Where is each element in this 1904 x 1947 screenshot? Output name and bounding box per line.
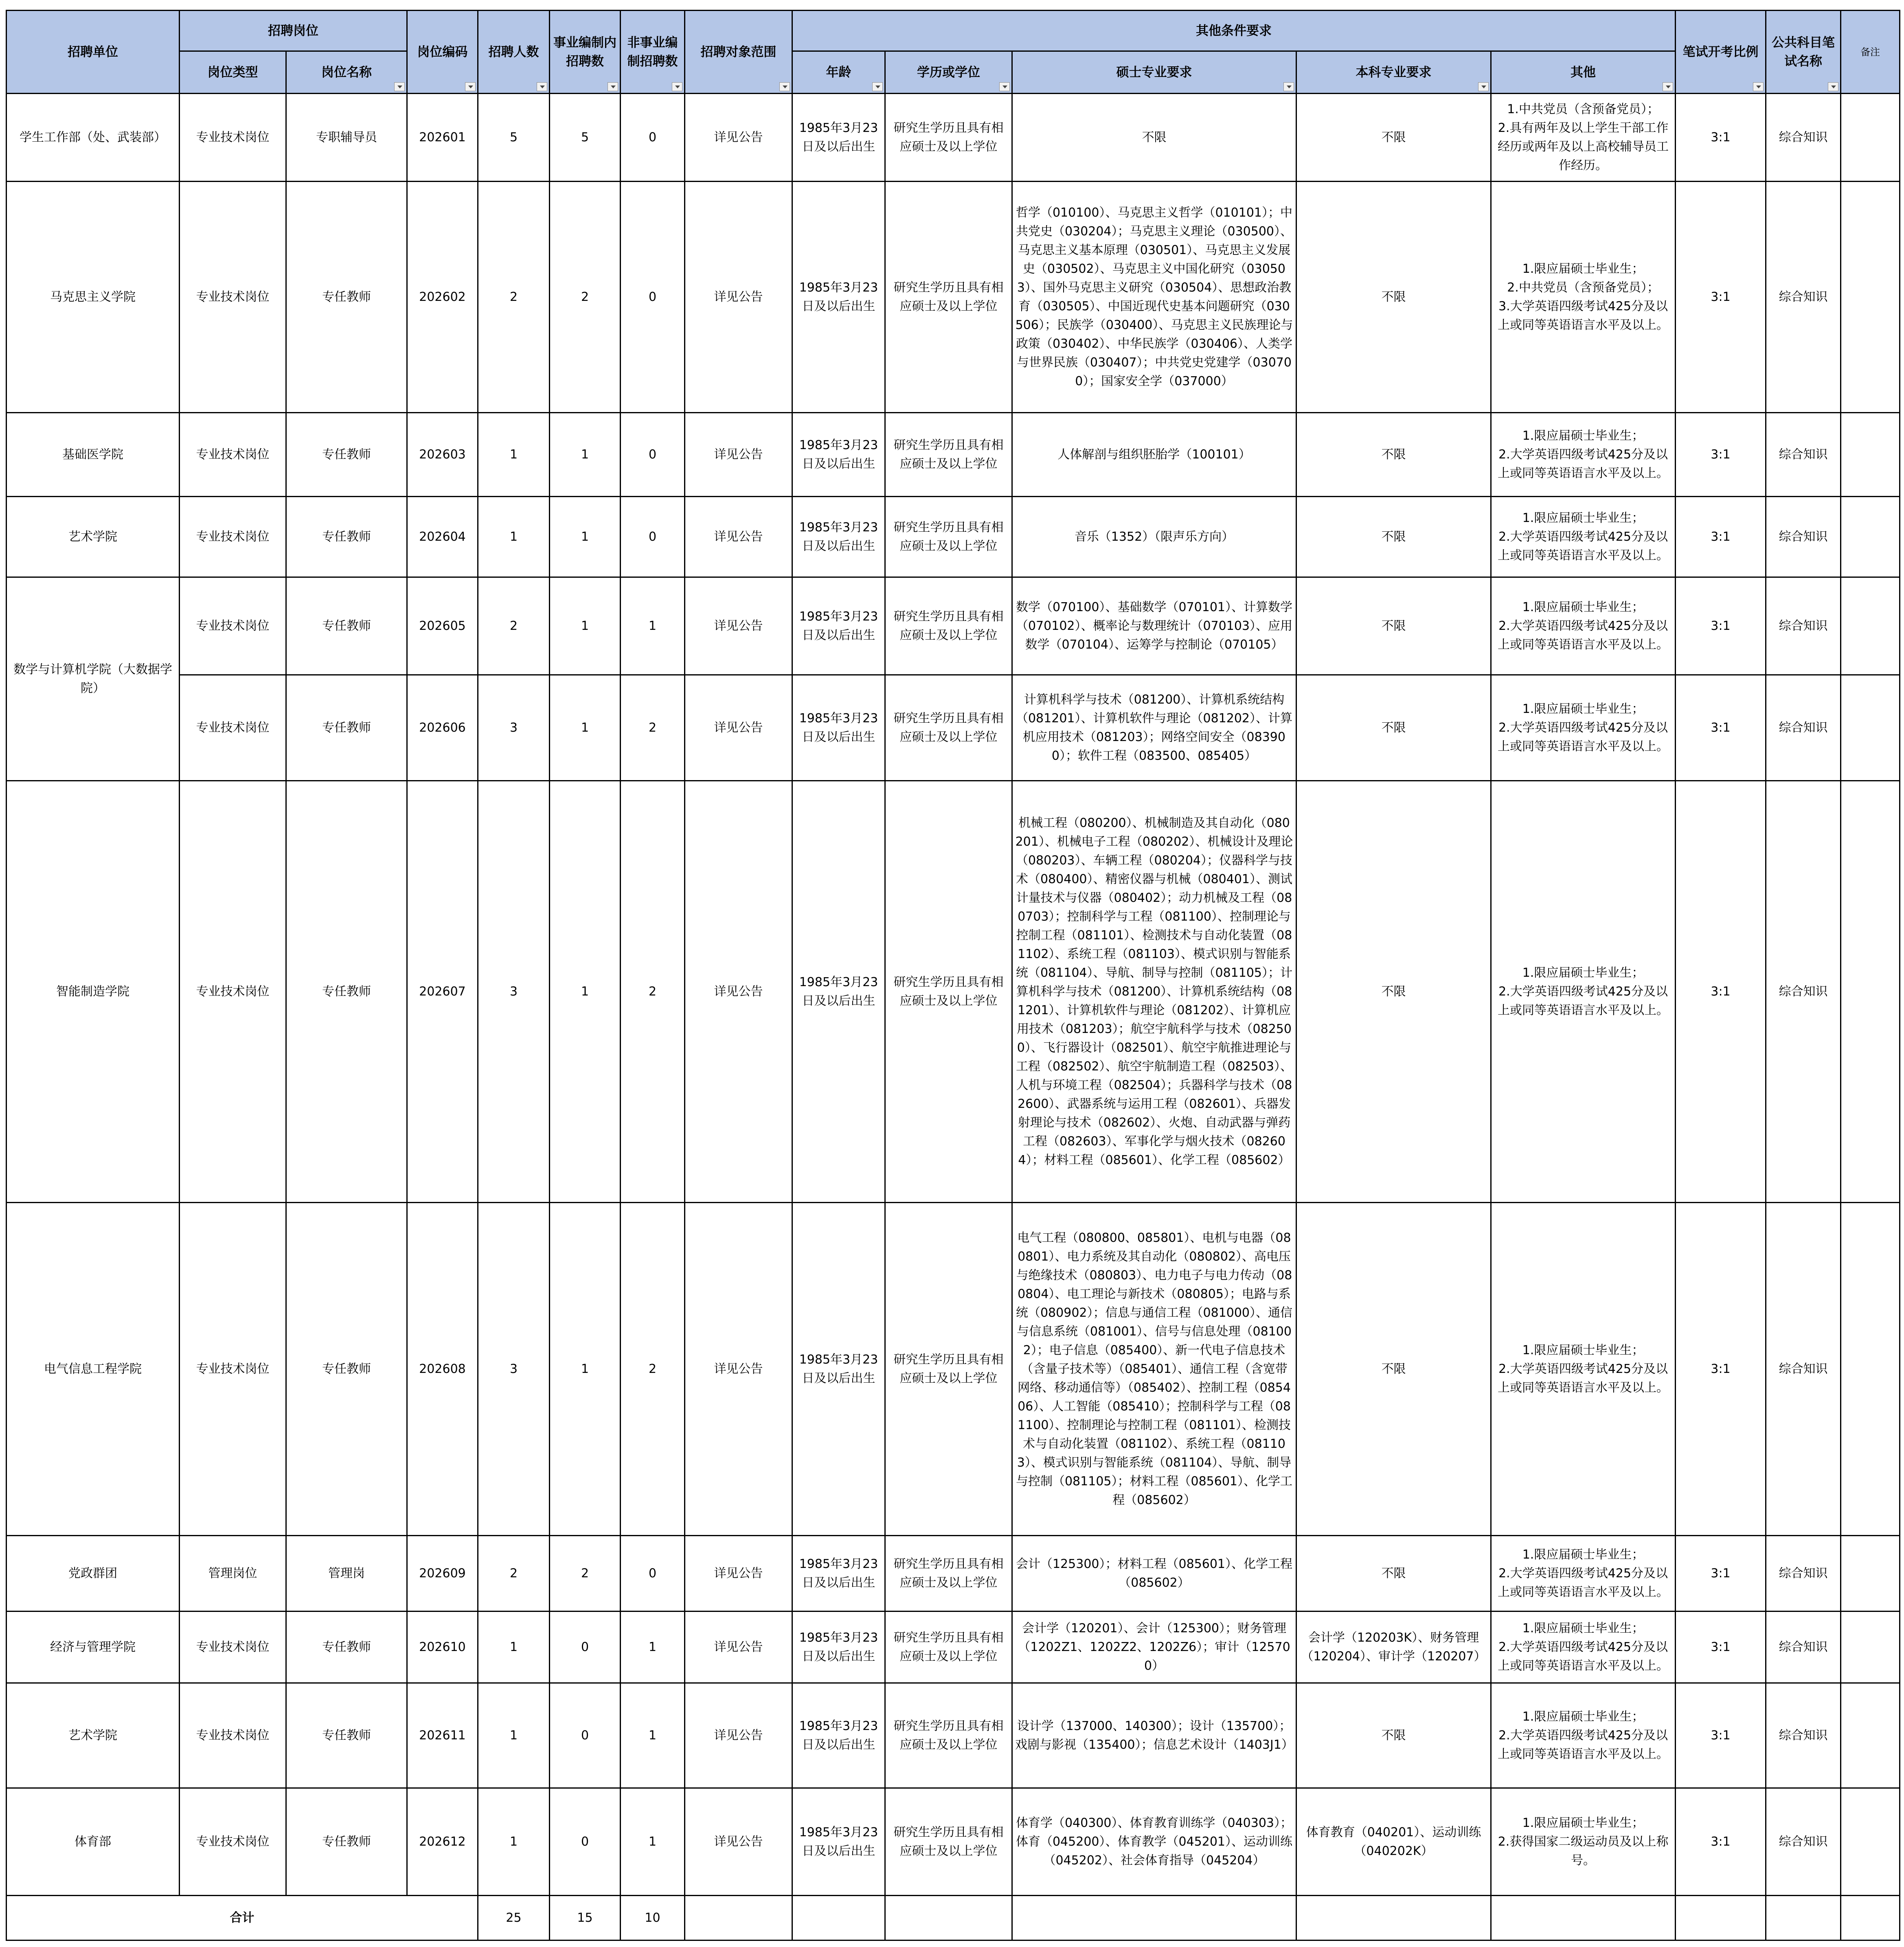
master-major-cell: 哲学（010100）、马克思主义哲学（010101）；中共党史（030204）；马克思主义理论（030500）、马克思主义基本原理（030501）、马克思主义发展史（030502）、马克思主义中国化研究（030503）、国外马克思主义研究（030504）、思想政治教育（030505）、中国近现代史基本问题研究（030506）；民族学（030400）、马克思主义民族理论与政策（030402）、中华民族学（030406）、人类学与世界民族（030407）；中共党史党建学（030700）；国家安全学（037000） xyxy=(1012,182,1296,413)
empty-cell xyxy=(1491,1896,1676,1940)
scope-cell: 详见公告 xyxy=(685,675,792,781)
position-name-cell: 专任教师 xyxy=(286,577,407,675)
header-bachelor-label: 本科专业要求 xyxy=(1356,65,1432,80)
total-row xyxy=(7,1896,1900,1940)
count-cell: 3 xyxy=(478,675,550,781)
scope-cell: 详见公告 xyxy=(685,497,792,577)
note-cell xyxy=(1841,497,1900,577)
header-bachelor xyxy=(1296,51,1491,94)
master-major-cell: 音乐（1352）（限声乐方向） xyxy=(1012,497,1296,577)
total-out-quota: 10 xyxy=(621,1896,685,1940)
exam-name-cell: 综合知识 xyxy=(1766,1536,1841,1612)
count-cell: 5 xyxy=(478,94,550,182)
ratio-cell: 3:1 xyxy=(1676,781,1766,1203)
education-cell: 研究生学历且具有相应硕士及以上学位 xyxy=(885,182,1012,413)
recruitment-table xyxy=(6,10,1900,1941)
age-cell: 1985年3月23日及以后出生 xyxy=(792,577,885,675)
other-requirements-cell: 1.限应届硕士毕业生； 2.大学英语四级考试425分及以上或同等英语语言水平及以上。 xyxy=(1491,497,1676,577)
ratio-cell: 3:1 xyxy=(1676,1203,1766,1536)
in-quota-cell: 1 xyxy=(550,413,621,497)
other-requirements-cell: 1.限应届硕士毕业生； 2.大学英语四级考试425分及以上或同等英语语言水平及以上。 xyxy=(1491,1536,1676,1612)
header-out-quota-label: 非事业编制招聘数 xyxy=(627,35,678,69)
in-quota-cell: 0 xyxy=(550,1683,621,1788)
header-name xyxy=(286,51,407,94)
age-cell: 1985年3月23日及以后出生 xyxy=(792,1536,885,1612)
position-type-cell: 专业技术岗位 xyxy=(180,1612,286,1683)
scope-cell: 详见公告 xyxy=(685,781,792,1203)
scope-cell: 详见公告 xyxy=(685,577,792,675)
filter-dropdown-icon[interactable] xyxy=(1283,82,1294,91)
exam-name-cell: 综合知识 xyxy=(1766,413,1841,497)
age-cell: 1985年3月23日及以后出生 xyxy=(792,1788,885,1896)
position-name-cell: 专职辅导员 xyxy=(286,94,407,182)
count-cell: 1 xyxy=(478,1683,550,1788)
other-requirements-cell: 1.限应届硕士毕业生； 2.大学英语四级考试425分及以上或同等英语语言水平及以上。 xyxy=(1491,781,1676,1203)
count-cell: 3 xyxy=(478,1203,550,1536)
table-row xyxy=(7,781,1900,1203)
table-row xyxy=(7,413,1900,497)
exam-name-cell: 综合知识 xyxy=(1766,1203,1841,1536)
total-count: 25 xyxy=(478,1896,550,1940)
ratio-cell: 3:1 xyxy=(1676,182,1766,413)
note-cell xyxy=(1841,94,1900,182)
count-cell: 2 xyxy=(478,577,550,675)
table-row xyxy=(7,1536,1900,1612)
exam-name-cell: 综合知识 xyxy=(1766,1612,1841,1683)
bachelor-major-cell: 不限 xyxy=(1296,413,1491,497)
note-cell xyxy=(1841,1203,1900,1536)
position-type-cell: 专业技术岗位 xyxy=(180,94,286,182)
position-type-cell: 专业技术岗位 xyxy=(180,1683,286,1788)
age-cell: 1985年3月23日及以后出生 xyxy=(792,182,885,413)
position-name-cell: 专任教师 xyxy=(286,413,407,497)
header-master-label: 硕士专业要求 xyxy=(1116,65,1192,80)
master-major-cell: 不限 xyxy=(1012,94,1296,182)
out-quota-cell: 0 xyxy=(621,182,685,413)
table-row xyxy=(7,94,1900,182)
position-code-cell: 202605 xyxy=(407,577,478,675)
in-quota-cell: 1 xyxy=(550,497,621,577)
other-requirements-cell: 1.限应届硕士毕业生； 2.大学英语四级考试425分及以上或同等英语语言水平及以上。 xyxy=(1491,675,1676,781)
scope-cell: 详见公告 xyxy=(685,1203,792,1536)
empty-cell xyxy=(792,1896,885,1940)
position-code-cell: 202606 xyxy=(407,675,478,781)
position-name-cell: 专任教师 xyxy=(286,781,407,1203)
header-note-label: 备注 xyxy=(1860,46,1880,58)
header-scope-label: 招聘对象范围 xyxy=(700,44,777,59)
unit-cell: 党政群团 xyxy=(7,1536,180,1612)
master-major-cell: 会计（125300）；材料工程（085601）、化学工程（085602） xyxy=(1012,1536,1296,1612)
scope-cell: 详见公告 xyxy=(685,1612,792,1683)
master-major-cell: 会计学（120201）、会计（125300）；财务管理（1202Z1、1202Z2、1202Z6）；审计（125700） xyxy=(1012,1612,1296,1683)
master-major-cell: 机械工程（080200）、机械制造及其自动化（080201）、机械电子工程（080202）、机械设计及理论（080203）、车辆工程（080204）；仪器科学与技术（080400）、精密仪器与机械（080401）、测试计量技术与仪器（080402）；动力机械及工程（080703）；控制科学与工程（081100）、控制理论与控制工程（081101）、检测技术与自动化装置（081102）、系统工程（081103）、模式识别与智能系统（081104）、导航、制导与控制（081105）；计算机科学与技术（081200）、计算机系统结构（081201）、计算机软件与理论（081202）、计算机应用技术（081203）；航空宇航科学与技术（082500）、飞行器设计（082501）、航空宇航推进理论与工程（082502）、航空宇航制造工程（082503）、人机与环境工程（082504）；兵器科学与技术（082600）、武器系统与运用工程（082601）、兵器发射理论与技术（082602）、火炮、自动武器与弹药工程（082603）、军事化学与烟火技术（082604）；材料工程（085601）、化学工程（085602） xyxy=(1012,781,1296,1203)
unit-cell: 马克思主义学院 xyxy=(7,182,180,413)
position-name-cell: 专任教师 xyxy=(286,1788,407,1896)
unit-cell: 经济与管理学院 xyxy=(7,1612,180,1683)
header-age xyxy=(792,51,885,94)
position-type-cell: 专业技术岗位 xyxy=(180,1203,286,1536)
count-cell: 1 xyxy=(478,1612,550,1683)
in-quota-cell: 1 xyxy=(550,781,621,1203)
age-cell: 1985年3月23日及以后出生 xyxy=(792,781,885,1203)
header-unit-label: 招聘单位 xyxy=(68,44,118,59)
education-cell: 研究生学历且具有相应硕士及以上学位 xyxy=(885,1203,1012,1536)
empty-cell xyxy=(1012,1896,1296,1940)
unit-cell: 学生工作部（处、武装部） xyxy=(7,94,180,182)
count-cell: 3 xyxy=(478,781,550,1203)
scope-cell: 详见公告 xyxy=(685,1683,792,1788)
header-count xyxy=(478,11,550,94)
education-cell: 研究生学历且具有相应硕士及以上学位 xyxy=(885,1612,1012,1683)
header-type-label: 岗位类型 xyxy=(207,65,258,80)
scope-cell: 详见公告 xyxy=(685,1788,792,1896)
empty-cell xyxy=(1676,1896,1766,1940)
bachelor-major-cell: 不限 xyxy=(1296,781,1491,1203)
other-requirements-cell: 1.限应届硕士毕业生； 2.大学英语四级考试425分及以上或同等英语语言水平及以上。 xyxy=(1491,577,1676,675)
age-cell: 1985年3月23日及以后出生 xyxy=(792,94,885,182)
filter-dropdown-icon[interactable] xyxy=(1828,82,1838,91)
unit-cell: 艺术学院 xyxy=(7,1683,180,1788)
header-in-quota-label: 事业编制内招聘数 xyxy=(553,35,616,69)
position-code-cell: 202604 xyxy=(407,497,478,577)
table-row xyxy=(7,182,1900,413)
education-cell: 研究生学历且具有相应硕士及以上学位 xyxy=(885,497,1012,577)
exam-name-cell: 综合知识 xyxy=(1766,94,1841,182)
note-cell xyxy=(1841,675,1900,781)
total-in-quota: 15 xyxy=(550,1896,621,1940)
note-cell xyxy=(1841,413,1900,497)
ratio-cell: 3:1 xyxy=(1676,413,1766,497)
age-cell: 1985年3月23日及以后出生 xyxy=(792,675,885,781)
empty-cell xyxy=(685,1896,792,1940)
header-exam-label: 公共科目笔试名称 xyxy=(1772,35,1835,69)
out-quota-cell: 1 xyxy=(621,577,685,675)
out-quota-cell: 1 xyxy=(621,1683,685,1788)
filter-dropdown-icon[interactable] xyxy=(465,82,476,91)
position-type-cell: 专业技术岗位 xyxy=(180,497,286,577)
exam-name-cell: 综合知识 xyxy=(1766,1683,1841,1788)
filter-dropdown-icon[interactable] xyxy=(394,82,405,91)
note-cell xyxy=(1841,182,1900,413)
ratio-cell: 3:1 xyxy=(1676,675,1766,781)
bachelor-major-cell: 不限 xyxy=(1296,94,1491,182)
filter-dropdown-icon[interactable] xyxy=(872,82,883,91)
position-name-cell: 专任教师 xyxy=(286,182,407,413)
header-note xyxy=(1841,11,1900,94)
in-quota-cell: 1 xyxy=(550,675,621,781)
master-major-cell: 计算机科学与技术（081200）、计算机系统结构（081201）、计算机软件与理论（081202）、计算机应用技术（081203）；网络空间安全（083900）；软件工程（083500、085405） xyxy=(1012,675,1296,781)
ratio-cell: 3:1 xyxy=(1676,1683,1766,1788)
master-major-cell: 设计学（137000、140300）；设计（135700）； 戏剧与影视（135400）；信息艺术设计（1403J1） xyxy=(1012,1683,1296,1788)
header-ratio xyxy=(1676,11,1766,94)
note-cell xyxy=(1841,781,1900,1203)
exam-name-cell: 综合知识 xyxy=(1766,781,1841,1203)
out-quota-cell: 0 xyxy=(621,413,685,497)
position-type-cell: 管理岗位 xyxy=(180,1536,286,1612)
position-code-cell: 202601 xyxy=(407,94,478,182)
position-type-cell: 专业技术岗位 xyxy=(180,413,286,497)
filter-dropdown-icon[interactable] xyxy=(537,82,547,91)
position-type-cell: 专业技术岗位 xyxy=(180,577,286,675)
table-row xyxy=(7,1683,1900,1788)
position-name-cell: 专任教师 xyxy=(286,1203,407,1536)
bachelor-major-cell: 不限 xyxy=(1296,1683,1491,1788)
education-cell: 研究生学历且具有相应硕士及以上学位 xyxy=(885,1788,1012,1896)
position-code-cell: 202609 xyxy=(407,1536,478,1612)
total-label: 合计 xyxy=(7,1896,478,1940)
header-other-group xyxy=(792,11,1676,51)
count-cell: 1 xyxy=(478,1788,550,1896)
out-quota-cell: 0 xyxy=(621,94,685,182)
other-requirements-cell: 1.限应届硕士毕业生； 2.获得国家二级运动员及以上称号。 xyxy=(1491,1788,1676,1896)
header-position-group xyxy=(180,11,407,51)
position-name-cell: 专任教师 xyxy=(286,1683,407,1788)
filter-dropdown-icon[interactable] xyxy=(608,82,618,91)
age-cell: 1985年3月23日及以后出生 xyxy=(792,1203,885,1536)
other-requirements-cell: 1.限应届硕士毕业生； 2.大学英语四级考试425分及以上或同等英语语言水平及以上。 xyxy=(1491,1612,1676,1683)
header-unit xyxy=(7,11,180,94)
header-name-label: 岗位名称 xyxy=(321,65,372,80)
position-name-cell: 专任教师 xyxy=(286,675,407,781)
empty-cell xyxy=(1841,1896,1900,1940)
header-other-label: 其他 xyxy=(1571,65,1596,80)
in-quota-cell: 0 xyxy=(550,1788,621,1896)
position-type-cell: 专业技术岗位 xyxy=(180,1788,286,1896)
unit-cell: 电气信息工程学院 xyxy=(7,1203,180,1536)
age-cell: 1985年3月23日及以后出生 xyxy=(792,497,885,577)
position-code-cell: 202611 xyxy=(407,1683,478,1788)
scope-cell: 详见公告 xyxy=(685,94,792,182)
position-name-cell: 管理岗 xyxy=(286,1536,407,1612)
header-scope xyxy=(685,11,792,94)
out-quota-cell: 2 xyxy=(621,1203,685,1536)
position-code-cell: 202608 xyxy=(407,1203,478,1536)
header-exam xyxy=(1766,11,1841,94)
out-quota-cell: 2 xyxy=(621,675,685,781)
in-quota-cell: 1 xyxy=(550,1203,621,1536)
header-master xyxy=(1012,51,1296,94)
education-cell: 研究生学历且具有相应硕士及以上学位 xyxy=(885,675,1012,781)
position-code-cell: 202607 xyxy=(407,781,478,1203)
position-name-cell: 专任教师 xyxy=(286,1612,407,1683)
empty-cell xyxy=(1296,1896,1491,1940)
out-quota-cell: 0 xyxy=(621,1536,685,1612)
master-major-cell: 人体解剖与组织胚胎学（100101） xyxy=(1012,413,1296,497)
header-age-label: 年龄 xyxy=(826,65,851,80)
count-cell: 2 xyxy=(478,1536,550,1612)
note-cell xyxy=(1841,1683,1900,1788)
bachelor-major-cell: 不限 xyxy=(1296,1203,1491,1536)
header-in-quota xyxy=(550,11,621,94)
table-row xyxy=(7,675,1900,781)
filter-dropdown-icon[interactable] xyxy=(999,82,1010,91)
table-row xyxy=(7,1203,1900,1536)
header-code-label: 岗位编码 xyxy=(417,44,468,59)
position-type-cell: 专业技术岗位 xyxy=(180,675,286,781)
header-other-group-label: 其他条件要求 xyxy=(1196,23,1272,38)
out-quota-cell: 1 xyxy=(621,1788,685,1896)
exam-name-cell: 综合知识 xyxy=(1766,182,1841,413)
other-requirements-cell: 1.限应届硕士毕业生； 2.大学英语四级考试425分及以上或同等英语语言水平及以上。 xyxy=(1491,1683,1676,1788)
header-ratio-label: 笔试开考比例 xyxy=(1682,44,1759,59)
ratio-cell: 3:1 xyxy=(1676,1788,1766,1896)
bachelor-major-cell: 会计学（120203K）、财务管理（120204）、审计学（120207） xyxy=(1296,1612,1491,1683)
header-other xyxy=(1491,51,1676,94)
bachelor-major-cell: 不限 xyxy=(1296,577,1491,675)
other-requirements-cell: 1.限应届硕士毕业生； 2.中共党员（含预备党员）； 3.大学英语四级考试425分及以上或同等英语语言水平及以上。 xyxy=(1491,182,1676,413)
ratio-cell: 3:1 xyxy=(1676,1612,1766,1683)
age-cell: 1985年3月23日及以后出生 xyxy=(792,1683,885,1788)
education-cell: 研究生学历且具有相应硕士及以上学位 xyxy=(885,1683,1012,1788)
ratio-cell: 3:1 xyxy=(1676,497,1766,577)
filter-dropdown-icon[interactable] xyxy=(779,82,790,91)
scope-cell: 详见公告 xyxy=(685,182,792,413)
bachelor-major-cell: 不限 xyxy=(1296,497,1491,577)
count-cell: 1 xyxy=(478,413,550,497)
table-row xyxy=(7,577,1900,675)
education-cell: 研究生学历且具有相应硕士及以上学位 xyxy=(885,577,1012,675)
unit-cell: 基础医学院 xyxy=(7,413,180,497)
other-requirements-cell: 1.限应届硕士毕业生； 2.大学英语四级考试425分及以上或同等英语语言水平及以上。 xyxy=(1491,413,1676,497)
position-code-cell: 202610 xyxy=(407,1612,478,1683)
age-cell: 1985年3月23日及以后出生 xyxy=(792,1612,885,1683)
unit-cell: 智能制造学院 xyxy=(7,781,180,1203)
table-body xyxy=(7,94,1900,1896)
master-major-cell: 体育学（040300）、体育教育训练学（040303）；体育（045200）、体育教学（045201）、运动训练（045202）、社会体育指导（045204） xyxy=(1012,1788,1296,1896)
exam-name-cell: 综合知识 xyxy=(1766,675,1841,781)
bachelor-major-cell: 体育教育（040201）、运动训练（040202K） xyxy=(1296,1788,1491,1896)
in-quota-cell: 1 xyxy=(550,577,621,675)
table-row xyxy=(7,1612,1900,1683)
unit-cell: 艺术学院 xyxy=(7,497,180,577)
education-cell: 研究生学历且具有相应硕士及以上学位 xyxy=(885,94,1012,182)
note-cell xyxy=(1841,1536,1900,1612)
position-code-cell: 202612 xyxy=(407,1788,478,1896)
header-position-group-label: 招聘岗位 xyxy=(268,23,318,38)
unit-cell: 数学与计算机学院（大数据学院） xyxy=(7,577,180,781)
header-type xyxy=(180,51,286,94)
ratio-cell: 3:1 xyxy=(1676,577,1766,675)
in-quota-cell: 0 xyxy=(550,1612,621,1683)
note-cell xyxy=(1841,1788,1900,1896)
table-row xyxy=(7,1788,1900,1896)
header-code xyxy=(407,11,478,94)
header-out-quota xyxy=(621,11,685,94)
scope-cell: 详见公告 xyxy=(685,1536,792,1612)
exam-name-cell: 综合知识 xyxy=(1766,577,1841,675)
other-requirements-cell: 1.中共党员（含预备党员）； 2.具有两年及以上学生干部工作经历或两年及以上高校辅导员工作经历。 xyxy=(1491,94,1676,182)
position-type-cell: 专业技术岗位 xyxy=(180,182,286,413)
header-edu-label: 学历或学位 xyxy=(917,65,980,80)
out-quota-cell: 2 xyxy=(621,781,685,1203)
recruitment-table-sheet xyxy=(6,10,1899,1941)
position-code-cell: 202602 xyxy=(407,182,478,413)
empty-cell xyxy=(885,1896,1012,1940)
out-quota-cell: 1 xyxy=(621,1612,685,1683)
filter-dropdown-icon[interactable] xyxy=(1478,82,1489,91)
education-cell: 研究生学历且具有相应硕士及以上学位 xyxy=(885,413,1012,497)
age-cell: 1985年3月23日及以后出生 xyxy=(792,413,885,497)
position-name-cell: 专任教师 xyxy=(286,497,407,577)
in-quota-cell: 2 xyxy=(550,182,621,413)
empty-cell xyxy=(1766,1896,1841,1940)
note-cell xyxy=(1841,1612,1900,1683)
filter-dropdown-icon[interactable] xyxy=(1663,82,1673,91)
exam-name-cell: 综合知识 xyxy=(1766,497,1841,577)
bachelor-major-cell: 不限 xyxy=(1296,182,1491,413)
header-edu xyxy=(885,51,1012,94)
in-quota-cell: 2 xyxy=(550,1536,621,1612)
master-major-cell: 数学（070100）、基础数学（070101）、计算数学（070102）、概率论与数理统计（070103）、应用数学（070104）、运筹学与控制论（070105） xyxy=(1012,577,1296,675)
header-count-label: 招聘人数 xyxy=(488,44,539,59)
bachelor-major-cell: 不限 xyxy=(1296,1536,1491,1612)
bachelor-major-cell: 不限 xyxy=(1296,675,1491,781)
education-cell: 研究生学历且具有相应硕士及以上学位 xyxy=(885,1536,1012,1612)
out-quota-cell: 0 xyxy=(621,497,685,577)
unit-cell: 体育部 xyxy=(7,1788,180,1896)
count-cell: 2 xyxy=(478,182,550,413)
exam-name-cell: 综合知识 xyxy=(1766,1788,1841,1896)
education-cell: 研究生学历且具有相应硕士及以上学位 xyxy=(885,781,1012,1203)
other-requirements-cell: 1.限应届硕士毕业生； 2.大学英语四级考试425分及以上或同等英语语言水平及以上。 xyxy=(1491,1203,1676,1536)
scope-cell: 详见公告 xyxy=(685,413,792,497)
position-type-cell: 专业技术岗位 xyxy=(180,781,286,1203)
table-row xyxy=(7,497,1900,577)
filter-dropdown-icon[interactable] xyxy=(672,82,682,91)
count-cell: 1 xyxy=(478,497,550,577)
master-major-cell: 电气工程（080800、085801）、电机与电器（080801）、电力系统及其自动化（080802）、高电压与绝缘技术（080803）、电力电子与电力传动（080804）、电工理论与新技术（080805）；电路与系统（080902）；信息与通信工程（081000）、通信与信息系统（081001）、信号与信息处理（081002）；电子信息（085400）、新一代电子信息技术（含量子技术等）（085401）、通信工程（含宽带网络、移动通信等）（085402）、控制工程（085406）、人工智能（085410）；控制科学与工程（081100）、控制理论与控制工程（081101）、检测技术与自动化装置（081102）、系统工程（081103）、模式识别与智能系统（081104）、导航、制导与控制（081105）；材料工程（085601）、化学工程（085602） xyxy=(1012,1203,1296,1536)
position-code-cell: 202603 xyxy=(407,413,478,497)
ratio-cell: 3:1 xyxy=(1676,1536,1766,1612)
note-cell xyxy=(1841,577,1900,675)
in-quota-cell: 5 xyxy=(550,94,621,182)
ratio-cell: 3:1 xyxy=(1676,94,1766,182)
filter-dropdown-icon[interactable] xyxy=(1753,82,1764,91)
